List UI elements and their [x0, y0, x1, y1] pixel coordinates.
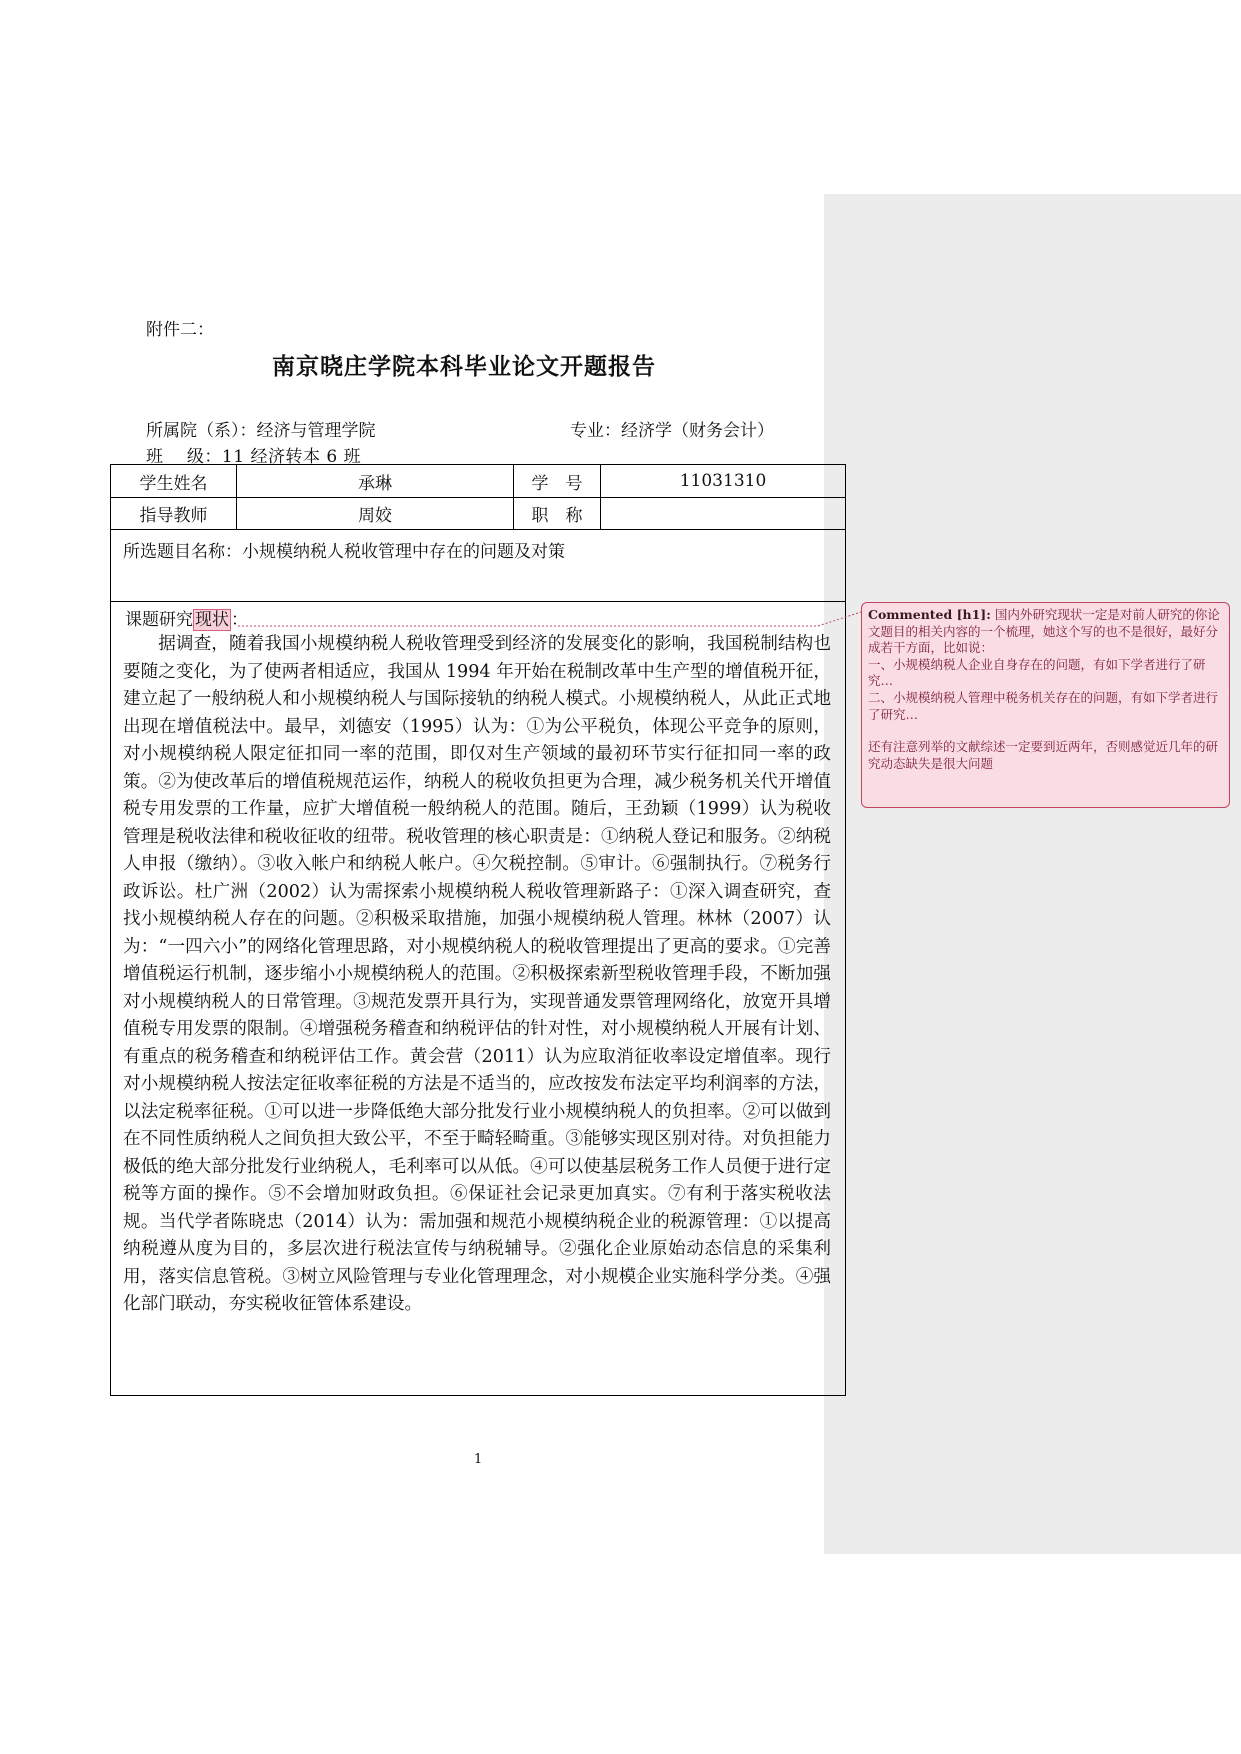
attachment-label: 附件二： — [146, 320, 214, 340]
status-label-suffix: ： — [231, 610, 248, 630]
class-line: 班 级：11 经济转本 6 班 — [146, 447, 362, 467]
proposal-form-table — [110, 464, 846, 1396]
title-label: 职 称 — [514, 497, 601, 529]
comment-text-line3: 二、小规模纳税人管理中税务机关存在的问题，有如下学者进行了研究… — [868, 689, 1219, 722]
comment-text-line4: 还有注意列举的文献综述一定要到近两年，否则感觉近几年的研究动态缺失是很大问题 — [868, 739, 1219, 771]
major-line: 专业：经济学（财务会计） — [570, 421, 774, 441]
comment-margin-pane — [824, 194, 1241, 1554]
document-title: 南京晓庄学院本科毕业论文开题报告 — [272, 354, 656, 380]
advisor-value[interactable]: 周姣 — [237, 497, 514, 529]
table-row-topic — [111, 529, 845, 602]
advisor-label: 指导教师 — [111, 497, 237, 529]
comment-balloon[interactable] — [861, 602, 1230, 808]
topic-text[interactable]: 所选题目名称：小规模纳税人税收管理中存在的问题及对策 — [123, 542, 565, 562]
research-status-body[interactable]: 据调查，随着我国小规模纳税人税收管理受到经济的发展变化的影响，我国税制结构也要随之变化，为了使两者相适应，我国从 1994 年开始在税制改革中生产型的增值税开征，建立起了一般纳税人和小规模纳税人与国际接轨的纳税人模式。小规模纳税人，从此正式地出现在增值税法中。最早，刘德安（1995）认为：①为公平税负，体现公平竞争的原则，对小规模纳税人限定征扣同一率的范围，即仅对生产领域的最初环节实行征扣同一率的政策。②为使改革后的增值税规范运作，纳税人的税收负担更为合理，减少税务机关代开增值税专用发票的工作量，应扩大增值税一般纳税人的范围。随后，王劲颖（1999）认为税收管理是税收法律和税收征收的纽带。税收管理的核心职责是：①纳税人登记和服务。②纳税人申报（缴纳）。③收入帐户和纳税人帐户。④欠税控制。⑤审计。⑥强制执行。⑦税务行政诉讼。杜广洲（2002）认为需探索小规模纳税人税收管理新路子：①深入调查研究，查找小规模纳税人存在的问题。②积极采取措施，加强小规模纳税人管理。林林（2007）认为：“一四六小”的网络化管理思路，对小规模纳税人的税收管理提出了更高的要求。①完善增值税运行机制，逐步缩小小规模纳税人的范围。②积极探索新型税收管理手段，不断加强对小规模纳税人的日常管理。③规范发票开具行为，实现普通发票管理网络化，放宽开具增值税专用发票的限制。④增强税务稽查和纳税评估的针对性，对小规模纳税人开展有计划、有重点的税务稽查和纳税评估工作。黄会营（2011）认为应取消征收率设定增值率。现行对小规模纳税人按法定征收率征税的方法是不适当的，应改按发布法定平均利润率的方法，以法定税率征税。①可以进一步降低绝大部分批发行业小规模纳税人的负担率。②可以做到在不同性质纳税人之间负担大致公平，不至于畸轻畸重。③能够实现区别对待。对负担能力极低的绝大部分批发行业纳税人，毛利率可以从低。④可以使基层税务工作人员便于进行定税等方面的操作。⑤不会增加财政负担。⑥保证社会记录更加真实。⑦有利于落实税收法规。当代学者陈晓忠（2014）认为：需加强和规范小规模纳税企业的税源管理：①以提高纳税遵从度为目的，多层次进行税法宣传与纳税辅导。②强化企业原始动态信息的采集利用，落实信息管税。③树立风险管理与专业化管理理念，对小规模企业实施科学分类。④强化部门联动，夯实税收征管体系建设。 — [123, 634, 831, 1314]
student-id-value[interactable]: 11031310 — [679, 471, 767, 491]
student-id-label: 学 号 — [514, 465, 601, 497]
department-line: 所属院（系）：经济与管理学院 — [146, 421, 376, 441]
comment-text-line1: 国内外研究现状一定是对前人研究的你论文题目的相关内容的一个梳理，她这个写的也不是很好，最好分成若干方面，比如说： — [868, 607, 1220, 656]
student-name-value[interactable]: 承琳 — [237, 465, 514, 497]
comment-author: Commented [h1]: — [868, 607, 991, 622]
table-row-student — [111, 465, 845, 498]
student-name-label: 学生姓名 — [111, 465, 237, 497]
commented-text-highlight[interactable]: 现状 — [195, 610, 229, 630]
research-status-heading — [125, 605, 248, 630]
title-value[interactable] — [601, 497, 845, 529]
status-label-prefix: 课题研究 — [125, 610, 193, 630]
page-number: 1 — [474, 1452, 483, 1467]
table-row-advisor — [111, 497, 845, 530]
comment-text-line2: 一、小规模纳税人企业自身存在的问题，有如下学者进行了研究… — [868, 656, 1206, 689]
